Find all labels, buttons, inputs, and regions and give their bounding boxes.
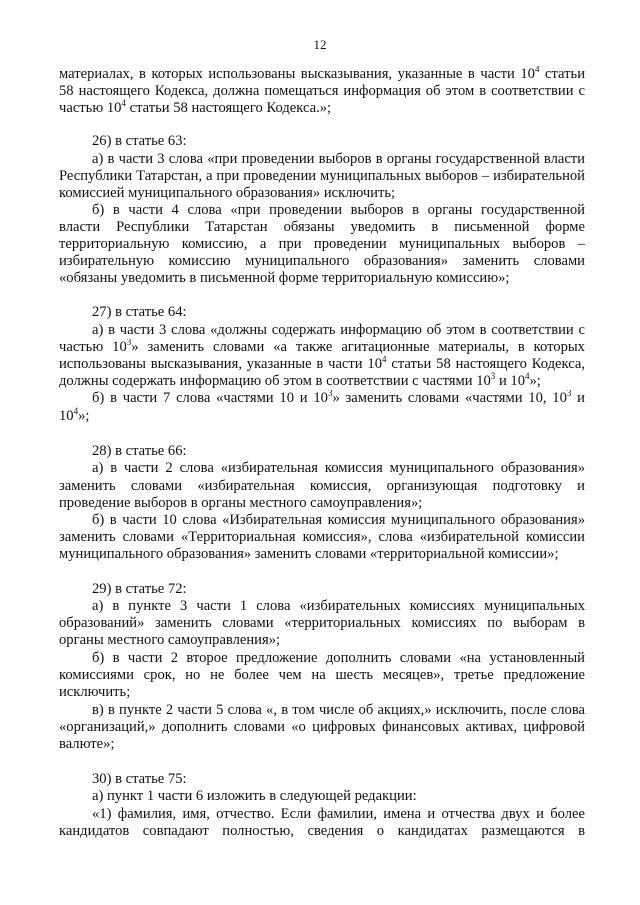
text-line: заменить словами «Территориальная комиссия», слова «избирательной комиссии — [59, 529, 585, 545]
text-line: б) в части 10 слова «Избирательная комиссия муниципального образования» — [92, 512, 585, 528]
item-heading-28: 28) в статье 66: — [92, 443, 187, 459]
text-line: образований» заменить словами «территориальных комиссиях по выборам в — [59, 615, 585, 631]
text-line: в) в пункте 2 части 5 слова «, в том числе об акциях,» исключить, после слова — [92, 702, 585, 718]
text-line: б) в части 7 слова «частями 10 и $10^3$» заменить словами «частями 10, $10^3$ и — [92, 390, 585, 406]
text-line: комиссиями срок, но не более чем на шесть месяцев», третье предложение — [59, 667, 585, 683]
text-line: б) в части 4 слова «при проведении выборов в органы государственной — [92, 202, 585, 218]
text-line: муниципального образования» заменить словами «территориальной комиссии»; — [59, 546, 559, 562]
text-line: а) в части 2 слова «избирательная комиссия муниципального образования» — [92, 460, 585, 476]
text-line: должны содержать информацию об этом в соответствии с частями $10^3$ и $10^4$»; — [59, 371, 541, 389]
text-line: использованы высказывания, указанные в части $10^4$ статьи 58 настоящего Кодекса, — [59, 356, 585, 372]
item-heading-30: 30) в статье 75: — [92, 771, 187, 787]
text-line: валюте»; — [59, 736, 115, 752]
text-line: а) пункт 1 части 6 изложить в следующей редакции: — [92, 788, 417, 804]
item-heading-27: 27) в статье 64: — [92, 304, 187, 320]
text-line: власти Республики Татарстан обязаны уведомить в письменной форме — [59, 219, 585, 235]
page-number: 12 — [313, 37, 327, 52]
text-line: а) в части 3 слова «должны содержать информацию об этом в соответствии с — [92, 322, 585, 338]
text-line: «1) фамилия, имя, отчество. Если фамилии, имена и отчества двух и более — [92, 806, 585, 822]
text-line: 58 настоящего Кодекса, должна помещаться информация об этом в соответствии с — [59, 83, 585, 99]
text-line: проведение выборов в органы местного самоуправления»; — [59, 495, 423, 511]
text-line: «организаций,» дополнить словами «о цифровых финансовых активах, цифровой — [59, 719, 585, 735]
text-line: частью $10^3$» заменить словами «а также агитационные материалы, в которых — [59, 339, 585, 355]
text-line: «обязаны уведомить в письменной форме территориальную комиссию»; — [59, 270, 510, 286]
item-heading-29: 29) в статье 72: — [92, 581, 187, 597]
text-line: б) в части 2 второе предложение дополнить словами «на установленный — [92, 650, 585, 666]
text-line: Республики Татарстан, а при проведении муниципальных выборов – избирательной — [59, 168, 585, 184]
text-line: частью $10^4$ статьи 58 настоящего Кодекса.»; — [59, 98, 332, 116]
item-heading-26: 26) в статье 63: — [92, 133, 187, 149]
text-line: исключить; — [59, 684, 131, 700]
text-line: кандидатов совпадают полностью, сведения о кандидатах размещаются в — [59, 823, 585, 839]
text-line: а) в пункте 3 части 1 слова «избирательных комиссиях муниципальных — [92, 598, 585, 614]
text-line: $10^4$»; — [59, 406, 90, 424]
text-line: территориальную комиссию, а при проведении муниципальных выборов – — [59, 236, 585, 252]
text-line: заменить словами «избирательная комиссия, организующая подготовку и — [59, 478, 585, 494]
text-line: органы местного самоуправления»; — [59, 632, 281, 648]
text-line: а) в части 3 слова «при проведении выборов в органы государственной власти — [92, 151, 585, 167]
text-line: избирательную комиссию муниципального образования» заменить словами — [59, 253, 585, 269]
text-line: комиссией муниципального образования» исключить; — [59, 185, 396, 201]
text-line: материалах, в которых использованы высказывания, указанные в части $10^4$ статьи — [59, 66, 585, 82]
